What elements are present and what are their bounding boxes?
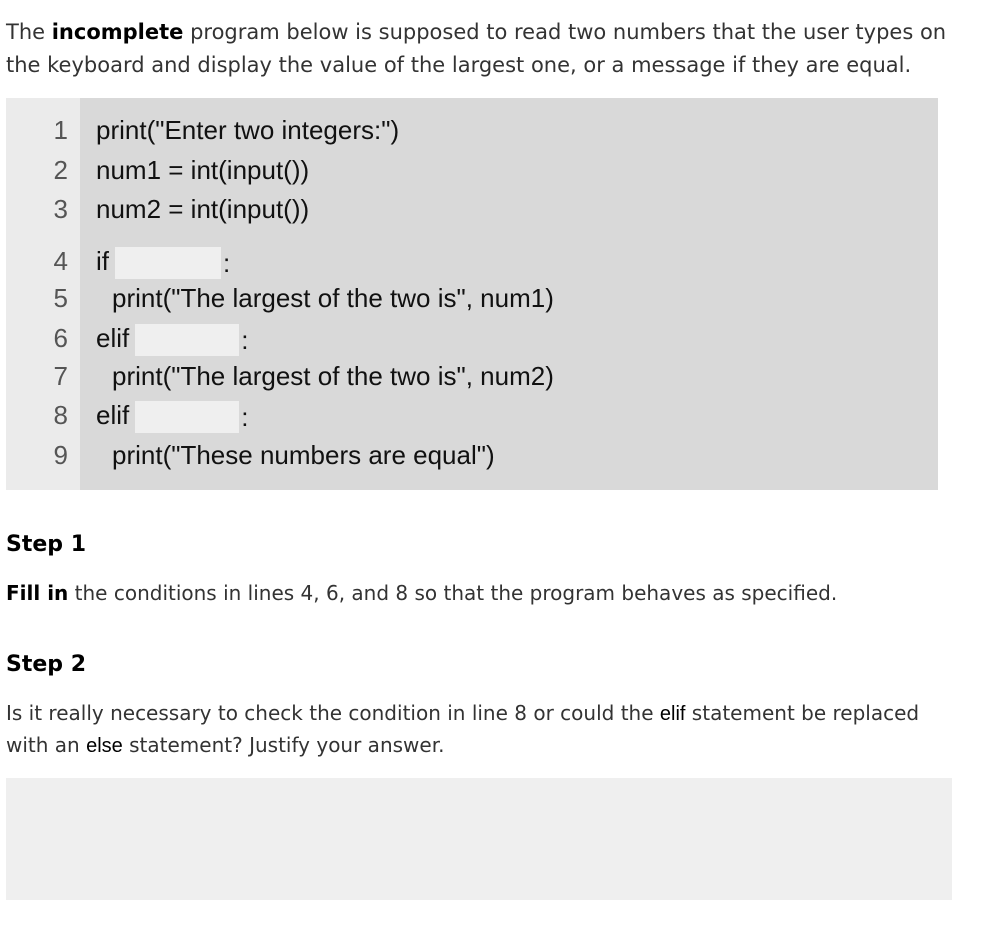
step-1-body: the conditions in lines 4, 6, and 8 so that the program behaves as specified. (68, 581, 838, 605)
keyword-else-inline: else (86, 735, 123, 757)
line-number: 5 (53, 283, 68, 313)
line-number: 3 (53, 194, 68, 224)
colon: : (223, 248, 231, 279)
colon: : (241, 325, 249, 356)
step-1-text (6, 578, 966, 609)
code-text (96, 395, 248, 437)
step-2-title: Step 2 (6, 652, 86, 677)
keyword-elif-inline: elif (659, 703, 686, 725)
code-line-2 (6, 150, 938, 190)
keyword-elif: elif (96, 400, 130, 430)
code-text: num2 = int(input()) (96, 194, 310, 224)
line-number: 2 (53, 155, 68, 185)
condition-blank-line-4[interactable] (115, 247, 221, 279)
intro-bold-word: incomplete (51, 20, 184, 44)
code-line-3 (6, 189, 938, 229)
line-number: 9 (53, 440, 68, 470)
keyword-if: if (96, 246, 109, 276)
code-text: print("The largest of the two is", num1) (112, 283, 554, 313)
code-text: print("These numbers are equal") (112, 440, 495, 470)
code-text: print("The largest of the two is", num2) (112, 361, 554, 391)
keyword-elif: elif (96, 323, 130, 353)
code-line-5 (6, 278, 938, 318)
code-line-6 (6, 318, 938, 358)
colon: : (241, 402, 249, 433)
code-block (6, 98, 938, 490)
condition-blank-line-8[interactable] (135, 401, 239, 433)
step-1-title: Step 1 (6, 532, 86, 557)
line-number: 7 (53, 361, 68, 391)
intro-prefix: The (6, 20, 52, 44)
step-2-text (6, 698, 966, 762)
code-text (96, 318, 248, 360)
line-number: 8 (53, 400, 68, 430)
step-1-bold: Fill in (6, 581, 69, 605)
code-line-8 (6, 395, 938, 435)
code-text (96, 241, 230, 283)
line-number: 4 (53, 246, 68, 276)
instructions-text (6, 16, 976, 82)
step-2-text-a: Is it really necessary to check the condition in line 8 or could the (6, 701, 660, 725)
line-number: 6 (53, 323, 68, 353)
condition-blank-line-6[interactable] (135, 324, 239, 356)
code-line-4 (6, 241, 938, 281)
code-line-9 (6, 435, 938, 475)
intro-suffix: program below is supposed to read two numbers that the user types on the keyboard and display the value of the largest one, or a message if they are equal. (6, 20, 947, 77)
step-2-text-b: statement be replaced with an (6, 701, 920, 757)
line-number: 1 (53, 115, 68, 145)
code-text: print("Enter two integers:") (96, 115, 400, 145)
code-text: num1 = int(input()) (96, 155, 310, 185)
code-line-1 (6, 110, 938, 150)
answer-textarea[interactable] (6, 778, 952, 900)
code-line-7 (6, 356, 938, 396)
step-2-text-c: statement? Justify your answer. (122, 733, 445, 757)
